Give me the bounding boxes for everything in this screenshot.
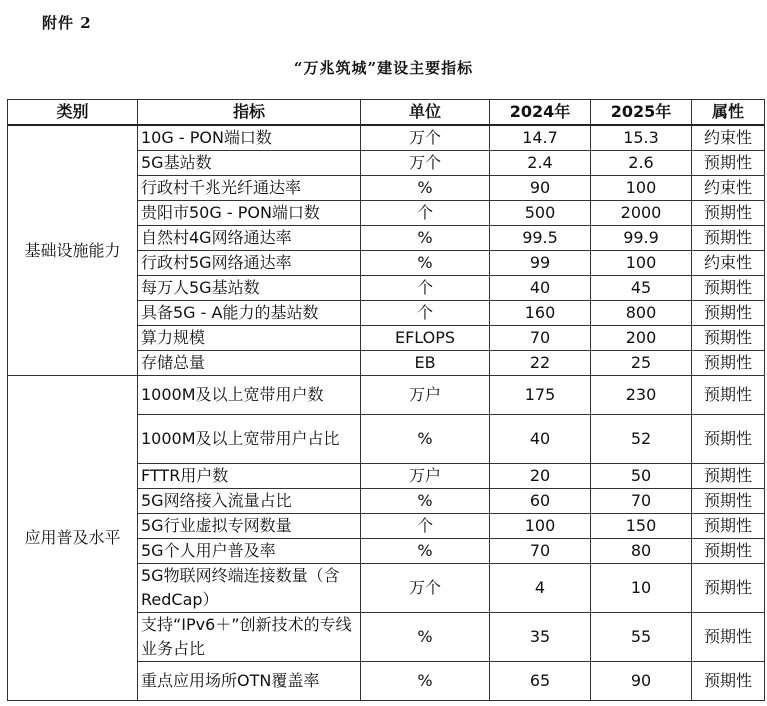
value-2024-cell: 100: [490, 514, 591, 539]
category-cell: 应用普及水平: [8, 376, 138, 701]
header-category: 类别: [8, 100, 138, 126]
value-2024-cell: 500: [490, 201, 591, 226]
attribute-cell: 预期性: [692, 326, 765, 351]
value-2025-cell: 2000: [591, 201, 692, 226]
table-row: [8, 125, 765, 151]
value-2025-cell: 150: [591, 514, 692, 539]
document-title: “万兆筑城”建设主要指标: [293, 59, 474, 77]
value-2024-cell: 60: [490, 489, 591, 514]
indicator-cell: 行政村5G网络通达率: [138, 251, 361, 276]
value-2025-cell: 55: [591, 613, 692, 662]
unit-cell: 个: [361, 301, 490, 326]
attribute-cell: 预期性: [692, 351, 765, 376]
indicator-cell: 重点应用场所OTN覆盖率: [138, 662, 361, 701]
indicator-cell: 算力规模: [138, 326, 361, 351]
attribute-cell: 约束性: [692, 176, 765, 201]
value-2024-cell: 22: [490, 351, 591, 376]
unit-cell: 万个: [361, 151, 490, 176]
value-2024-cell: 70: [490, 326, 591, 351]
indicator-cell: 支持“IPv6＋”创新技术的专线业务占比: [138, 613, 361, 662]
value-2025-cell: 80: [591, 539, 692, 564]
indicator-cell: 每万人5G基站数: [138, 276, 361, 301]
indicator-cell: 具备5G - A能力的基站数: [138, 301, 361, 326]
value-2024-cell: 70: [490, 539, 591, 564]
unit-cell: EB: [361, 351, 490, 376]
attribute-cell: 预期性: [692, 226, 765, 251]
value-2024-cell: 40: [490, 276, 591, 301]
attribute-cell: 预期性: [692, 276, 765, 301]
value-2025-cell: 45: [591, 276, 692, 301]
indicator-cell: 5G个人用户普及率: [138, 539, 361, 564]
attribute-cell: 预期性: [692, 514, 765, 539]
unit-cell: 万户: [361, 376, 490, 415]
indicator-cell: 1000M及以上宽带用户占比: [138, 415, 361, 464]
table-header-row: [8, 100, 765, 126]
indicator-cell: 自然村4G网络通达率: [138, 226, 361, 251]
value-2024-cell: 99: [490, 251, 591, 276]
value-2024-cell: 2.4: [490, 151, 591, 176]
value-2024-cell: 4: [490, 564, 591, 613]
annex-label: 附件 2: [42, 14, 92, 32]
attribute-cell: 预期性: [692, 489, 765, 514]
indicator-cell: 1000M及以上宽带用户数: [138, 376, 361, 415]
value-2025-cell: 25: [591, 351, 692, 376]
value-2025-cell: 70: [591, 489, 692, 514]
unit-cell: 个: [361, 276, 490, 301]
attribute-cell: 预期性: [692, 564, 765, 613]
value-2024-cell: 90: [490, 176, 591, 201]
attribute-cell: 约束性: [692, 125, 765, 151]
value-2024-cell: 99.5: [490, 226, 591, 251]
attribute-cell: 预期性: [692, 151, 765, 176]
unit-cell: 个: [361, 201, 490, 226]
header-unit: 单位: [361, 100, 490, 126]
value-2024-cell: 20: [490, 464, 591, 489]
value-2025-cell: 15.3: [591, 125, 692, 151]
header-attribute: 属性: [692, 100, 765, 126]
unit-cell: %: [361, 226, 490, 251]
indicator-cell: 5G网络接入流量占比: [138, 489, 361, 514]
value-2024-cell: 35: [490, 613, 591, 662]
attribute-cell: 预期性: [692, 464, 765, 489]
attribute-cell: 预期性: [692, 415, 765, 464]
header-indicator: 指标: [138, 100, 361, 126]
attribute-cell: 预期性: [692, 539, 765, 564]
value-2025-cell: 100: [591, 176, 692, 201]
category-cell: 基础设施能力: [8, 125, 138, 376]
value-2024-cell: 65: [490, 662, 591, 701]
attribute-cell: 预期性: [692, 201, 765, 226]
value-2025-cell: 90: [591, 662, 692, 701]
indicator-cell: 5G基站数: [138, 151, 361, 176]
unit-cell: 万个: [361, 125, 490, 151]
unit-cell: %: [361, 251, 490, 276]
value-2025-cell: 99.9: [591, 226, 692, 251]
table-row: [8, 376, 765, 415]
value-2025-cell: 100: [591, 251, 692, 276]
indicator-cell: 存储总量: [138, 351, 361, 376]
attribute-cell: 预期性: [692, 301, 765, 326]
indicator-table: [7, 99, 765, 701]
header-2025: 2025年: [591, 100, 692, 126]
unit-cell: %: [361, 489, 490, 514]
value-2025-cell: 800: [591, 301, 692, 326]
unit-cell: %: [361, 539, 490, 564]
value-2025-cell: 52: [591, 415, 692, 464]
indicator-cell: 5G物联网终端连接数量（含RedCap）: [138, 564, 361, 613]
header-2024: 2024年: [490, 100, 591, 126]
unit-cell: %: [361, 613, 490, 662]
value-2025-cell: 50: [591, 464, 692, 489]
indicator-cell: FTTR用户数: [138, 464, 361, 489]
attribute-cell: 预期性: [692, 662, 765, 701]
unit-cell: 万户: [361, 464, 490, 489]
value-2024-cell: 40: [490, 415, 591, 464]
value-2025-cell: 2.6: [591, 151, 692, 176]
unit-cell: EFLOPS: [361, 326, 490, 351]
value-2024-cell: 14.7: [490, 125, 591, 151]
unit-cell: 个: [361, 514, 490, 539]
attribute-cell: 约束性: [692, 251, 765, 276]
value-2024-cell: 175: [490, 376, 591, 415]
unit-cell: %: [361, 415, 490, 464]
indicator-cell: 贵阳市50G - PON端口数: [138, 201, 361, 226]
unit-cell: 万个: [361, 564, 490, 613]
indicator-cell: 5G行业虚拟专网数量: [138, 514, 361, 539]
unit-cell: %: [361, 662, 490, 701]
attribute-cell: 预期性: [692, 613, 765, 662]
unit-cell: %: [361, 176, 490, 201]
value-2025-cell: 10: [591, 564, 692, 613]
value-2025-cell: 230: [591, 376, 692, 415]
table-body: [8, 125, 765, 701]
value-2025-cell: 200: [591, 326, 692, 351]
attribute-cell: 预期性: [692, 376, 765, 415]
indicator-cell: 行政村千兆光纤通达率: [138, 176, 361, 201]
value-2024-cell: 160: [490, 301, 591, 326]
indicator-cell: 10G - PON端口数: [138, 125, 361, 151]
